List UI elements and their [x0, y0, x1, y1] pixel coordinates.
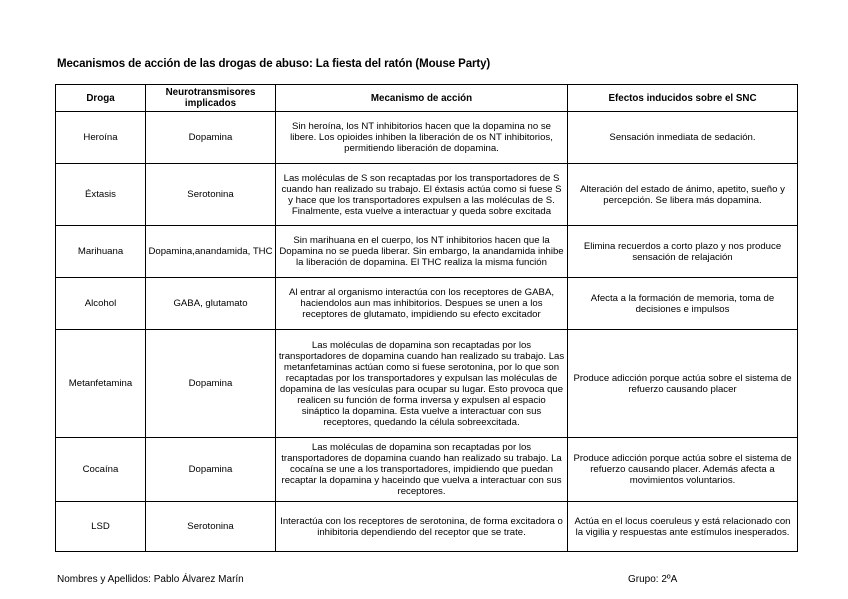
table-header-row — [56, 85, 798, 112]
header-mechanism: Mecanismo de acción — [276, 85, 568, 112]
cell-mechanism: Las moléculas de dopamina son recaptadas por los transportadores de dopamina cuando han realizado su trabajo. Las metanfetaminas actúan como si fuese serotonina, por lo que son recaptadas por los transportadores y expulsan las moléculas de dopamina de las vesículas para ocupar su lugar. Esto provoca que realicen su función de forma inversa y expulsen al espacio sináptico la dopamina. Esta vuelve a interactuar con sus receptores, quedando la célula sobreexcitada. — [276, 330, 568, 438]
cell-neuro: Dopamina,anandamida, THC — [146, 226, 276, 278]
table-row — [56, 226, 798, 278]
cell-drug: Metanfetamina — [56, 330, 146, 438]
cell-drug: Heroína — [56, 112, 146, 164]
cell-mechanism: Las moléculas de dopamina son recaptadas por los transportadores de dopamina cuando han realizado su trabajo. La cocaína se une a los transportadores, impidiendo que puedan recaptar la dopamina y haceindo que vuelva a interactuar con sus receptores. — [276, 438, 568, 502]
table-row — [56, 502, 798, 552]
document-title: Mecanismos de acción de las drogas de abuso: La fiesta del ratón (Mouse Party) — [57, 58, 491, 70]
cell-mechanism: Sin heroína, los NT inhibitorios hacen que la dopamina no se libere. Los opioides inhiben la liberación de os NT inhibitorios, permitiendo liberación de dopamina. — [276, 112, 568, 164]
table-row — [56, 438, 798, 502]
cell-effects: Produce adicción porque actúa sobre el sistema de refuerzo causando placer. Además afecta a movimientos voluntarios. — [568, 438, 798, 502]
cell-effects: Sensación inmediata de sedación. — [568, 112, 798, 164]
cell-effects: Actúa en el locus coeruleus y está relacionado con la vigilia y respuestas ante estímulos inesperados. — [568, 502, 798, 552]
table-row — [56, 330, 798, 438]
cell-drug: Cocaína — [56, 438, 146, 502]
cell-mechanism: Sin marihuana en el cuerpo, los NT inhibitorios hacen que la Dopamina no se pueda liberar. Sin embargo, la anandamida inhibe la liberación de dopamina. El THC realiza la misma función — [276, 226, 568, 278]
cell-effects: Alteración del estado de ánimo, apetito, sueño y percepción. Se libera más dopamina. — [568, 164, 798, 226]
header-neurotransmitters: Neurotransmisores implicados — [146, 85, 276, 112]
header-drug: Droga — [56, 85, 146, 112]
cell-mechanism: Al entrar al organismo interactúa con los receptores de GABA, haciendolos aun mas inhibitorios. Despues se unen a los receptores de glutamato, impidiendo su efecto excitador — [276, 278, 568, 330]
drugs-table — [55, 84, 798, 552]
cell-mechanism: Las moléculas de S son recaptadas por los transportadores de S cuando han realizado su trabajo. El éxtasis actúa como si fuese S y hace que los transportadores expulsen a las moléculas de S. Finalmente, esta vuelve a interactuar y queda sobre excitada — [276, 164, 568, 226]
header-effects: Efectos inducidos sobre el SNC — [568, 85, 798, 112]
footer-student-name: Nombres y Apellidos: Pablo Álvarez Marín — [57, 574, 244, 585]
cell-neuro: Dopamina — [146, 112, 276, 164]
cell-drug: Éxtasis — [56, 164, 146, 226]
table-row — [56, 112, 798, 164]
footer-group: Grupo: 2ºA — [628, 574, 678, 585]
cell-neuro: Dopamina — [146, 438, 276, 502]
cell-neuro: Serotonina — [146, 164, 276, 226]
cell-effects: Elimina recuerdos a corto plazo y nos produce sensación de relajación — [568, 226, 798, 278]
table-row — [56, 164, 798, 226]
cell-drug: LSD — [56, 502, 146, 552]
cell-drug: Alcohol — [56, 278, 146, 330]
cell-neuro: Serotonina — [146, 502, 276, 552]
cell-effects: Produce adicción porque actúa sobre el sistema de refuerzo causando placer — [568, 330, 798, 438]
table-row — [56, 278, 798, 330]
cell-drug: Marihuana — [56, 226, 146, 278]
cell-mechanism: Interactúa con los receptores de serotonina, de forma excitadora o inhibitoria dependiendo del receptor que se trate. — [276, 502, 568, 552]
cell-neuro: Dopamina — [146, 330, 276, 438]
cell-effects: Afecta a la formación de memoria, toma de decisiones e impulsos — [568, 278, 798, 330]
cell-neuro: GABA, glutamato — [146, 278, 276, 330]
